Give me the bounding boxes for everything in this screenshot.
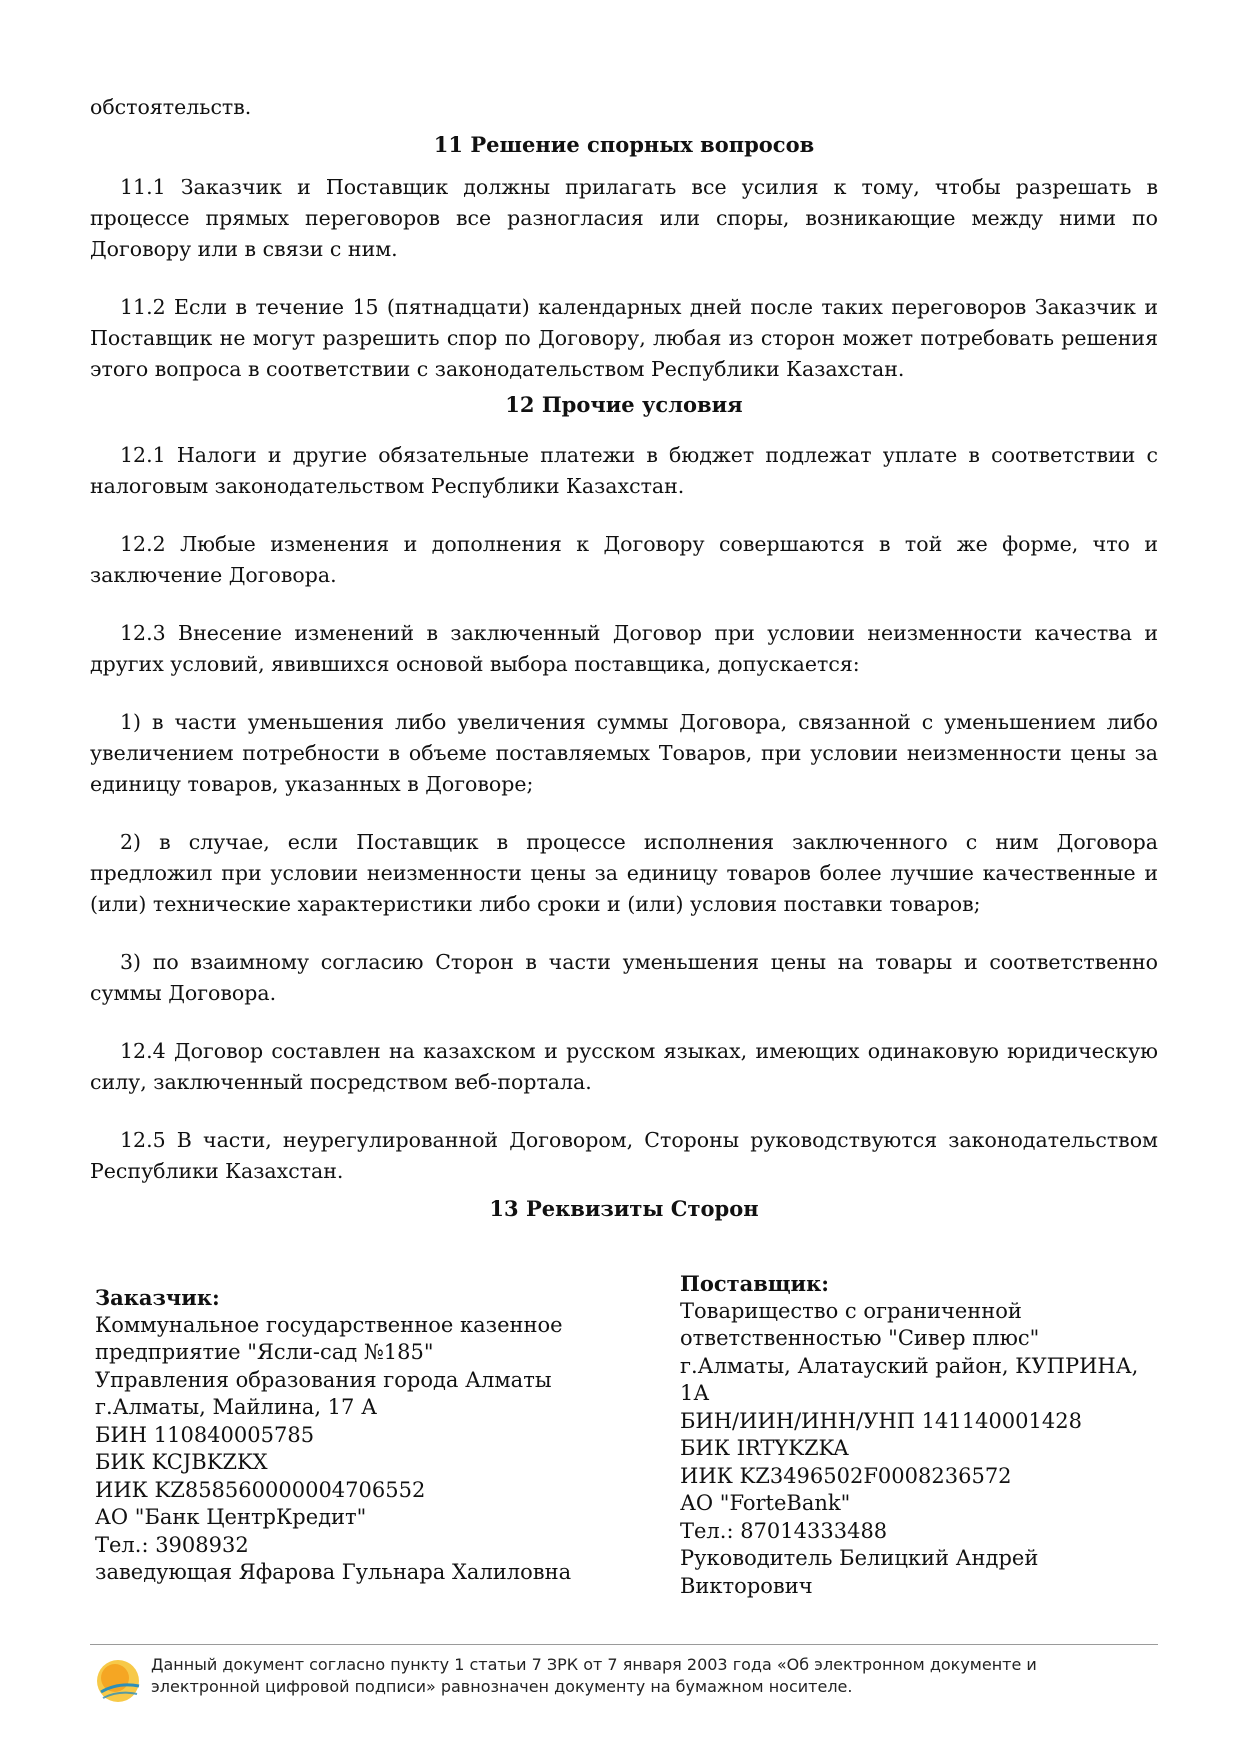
supplier-signatory-cont: Викторович (680, 1573, 813, 1598)
customer-phone: Тел.: 3908932 (95, 1532, 249, 1557)
clause-11-2: 11.2 Если в течение 15 (пятнадцати) календарных дней после таких переговоров Заказчик и Поставщик не могут разрешить спор по Договору, любая из сторон может потребовать решения этого вопроса в соответствии с законодательством Республики Казахстан. (90, 295, 1158, 381)
clause-12-2: 12.2 Любые изменения и дополнения к Договору совершаются в той же форме, что и заключение Договора. (90, 532, 1158, 587)
clause-12-3-item-3: 3) по взаимному согласию Сторон в части уменьшения цены на товары и соответственно суммы Договора. (90, 950, 1158, 1005)
supplier-bin: БИН/ИИН/ИНН/УНП 141140001428 (680, 1408, 1082, 1433)
clause-12-5: 12.5 В части, неурегулированной Договором, Стороны руководствуются законодательством Республики Казахстан. (90, 1128, 1158, 1183)
clause-11-1: 11.1 Заказчик и Поставщик должны прилагать все усилия к тому, чтобы разрешать в процессе прямых переговоров все разногласия или споры, возникающие между ними по Договору или в связи с ним. (90, 175, 1158, 261)
customer-bin: БИН 110840005785 (95, 1422, 315, 1447)
customer-iik: ИИК KZ858560000004706552 (95, 1477, 426, 1502)
supplier-bank: АО "ForteBank" (680, 1491, 851, 1515)
supplier-address: г.Алматы, Алатауский район, КУПРИНА, (680, 1353, 1139, 1378)
section-11-heading: 11 Решение спорных вопросов (433, 132, 815, 157)
customer-role-label: Заказчик: (95, 1285, 220, 1310)
customer-line: Коммунальное государственное казенное (95, 1312, 563, 1337)
customer-line: Управления образования города Алматы (95, 1367, 552, 1392)
customer-signatory: заведующая Яфарова Гульнара Халиловна (95, 1560, 572, 1584)
footer-legal-text (151, 1654, 1151, 1698)
supplier-role-label: Поставщик: (680, 1271, 830, 1296)
clause-12-4: 12.4 Договор составлен на казахском и русском языках, имеющих одинаковую юридическую силу, заключенный посредством веб-портала. (90, 1039, 1158, 1094)
customer-bank: АО "Банк ЦентрКредит" (95, 1505, 367, 1529)
footer (95, 1652, 1158, 1712)
section-13-heading: 13 Реквизиты Сторон (489, 1196, 759, 1221)
party-details (95, 1270, 1158, 1650)
document-body (90, 92, 1158, 1248)
clause-12-1: 12.1 Налоги и другие обязательные платежи в бюджет подлежат уплате в соответствии с налоговым законодательством Республики Казахстан. (90, 443, 1158, 498)
egov-sun-logo-icon (95, 1658, 141, 1704)
clause-12-3-item-1: 1) в части уменьшения либо увеличения суммы Договора, связанной с уменьшением либо увеличением потребности в объеме поставляемых Товаров, при условии неизменности цены за единицу товаров, указанных в Договоре; (90, 710, 1158, 796)
clause-12-3: 12.3 Внесение изменений в заключенный Договор при условии неизменности качества и других условий, явившихся основой выбора поставщика, допускается: (90, 621, 1158, 676)
supplier-address-cont: 1А (680, 1381, 710, 1405)
continuation-text: обстоятельств. (90, 95, 252, 119)
customer-bik: БИК KCJBKZKX (95, 1450, 268, 1474)
supplier-iik: ИИК KZ3496502F0008236572 (680, 1463, 1012, 1488)
supplier-line: Товарищество с ограниченной (680, 1298, 1022, 1323)
supplier-phone: Тел.: 87014333488 (680, 1518, 888, 1543)
customer-line: предприятие "Ясли-сад №185" (95, 1340, 434, 1364)
clause-12-3-item-2: 2) в случае, если Поставщик в процессе исполнения заключенного с ним Договора предложил при условии неизменности цены за единицу товаров более лучшие качественные и (или) технические характеристики либо сроки и (или) условия поставки товаров; (90, 830, 1158, 916)
supplier-signatory: Руководитель Белицкий Андрей (680, 1546, 1039, 1570)
section-12-heading: 12 Прочие условия (505, 392, 743, 417)
footer-divider (90, 1644, 1158, 1645)
footer-line-1: Данный документ согласно пункту 1 статьи 7 ЗРК от 7 января 2003 года «Об электронном документе и (151, 1655, 1037, 1674)
footer-line-2: электронной цифровой подписи» равнозначен документу на бумажном носителе. (151, 1677, 853, 1696)
supplier-line: ответственностью "Сивер плюс" (680, 1326, 1040, 1350)
customer-details (95, 1284, 615, 1587)
supplier-bik: БИК IRTYKZKA (680, 1436, 849, 1460)
customer-address: г.Алматы, Майлина, 17 А (95, 1395, 377, 1419)
supplier-details (680, 1270, 1150, 1600)
